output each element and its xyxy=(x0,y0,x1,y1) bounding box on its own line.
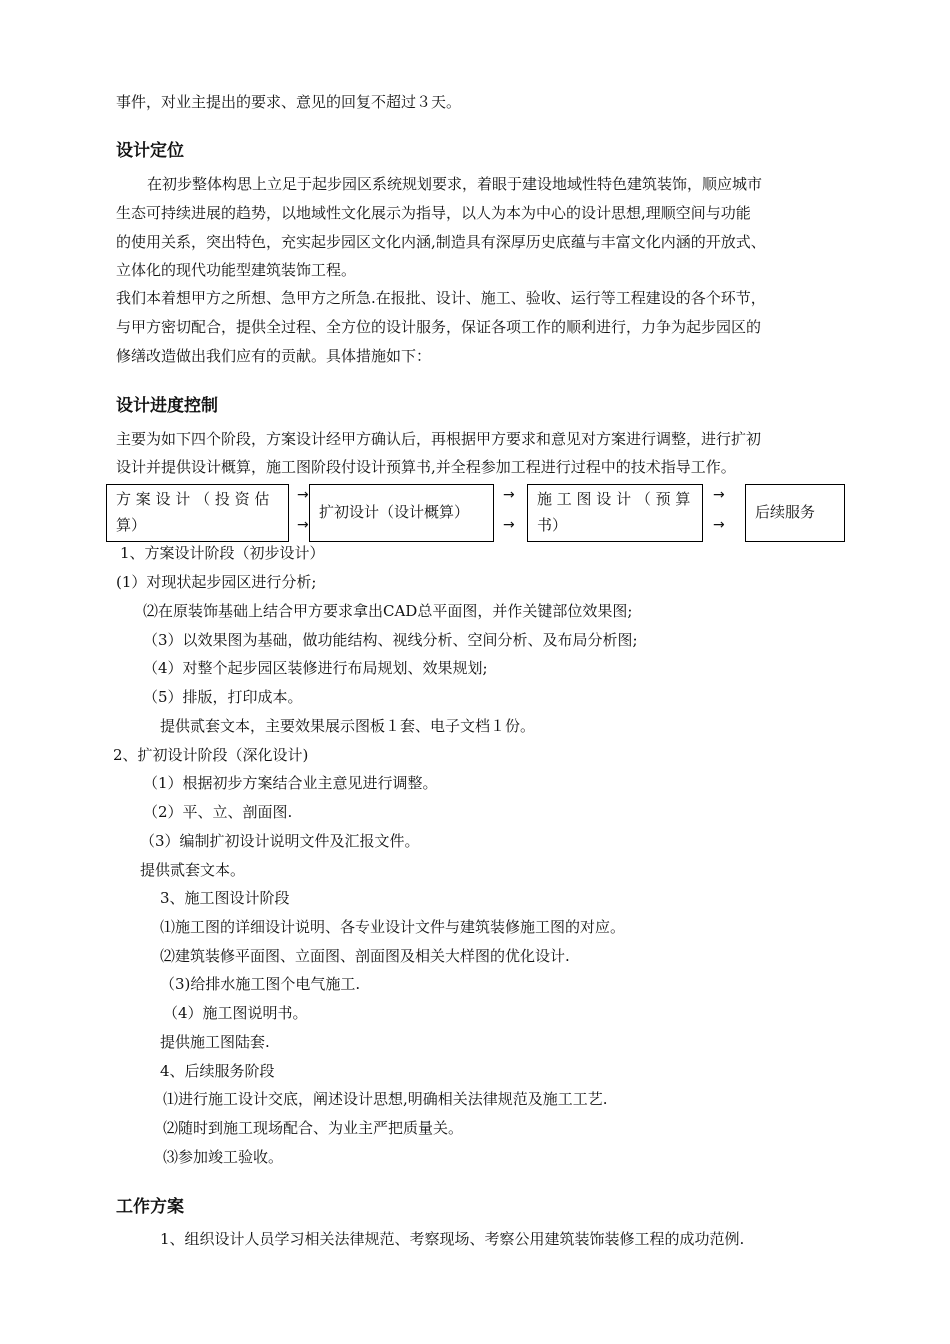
arrow-icon: → xyxy=(713,517,725,533)
stage-line: （1）根据初步方案结合业主意见进行调整。 xyxy=(143,774,438,792)
flow-box-preliminary-design xyxy=(309,484,494,542)
stage-line: （3）以效果图为基础，做功能结构、视线分析、空间分析、及布局分析图; xyxy=(143,631,638,649)
stage-line: （2）平、立、剖面图. xyxy=(143,803,293,821)
stage-line: （3）编制扩初设计说明文件及汇报文件。 xyxy=(140,832,420,850)
stage-line: （4）对整个起步园区装修进行布局规划、效果规划; xyxy=(143,659,488,677)
section-heading-design-positioning: 设计定位 xyxy=(116,141,184,161)
paragraph-line: 立体化的现代功能型建筑装饰工程。 xyxy=(116,261,357,279)
flow-box-text: 书） xyxy=(537,516,568,534)
paragraph-line: 与甲方密切配合，提供全过程、全方位的设计服务，保证各项工作的顺利进行，力争为起步园区的 xyxy=(116,318,762,336)
paragraph-line: 生态可持续进展的趋势，以地域性文化展示为指导，以人为本为中心的设计思想,理顺空间与功能 xyxy=(116,204,751,222)
top-line: 事件，对业主提出的要求、意见的回复不超过３天。 xyxy=(116,93,462,111)
paragraph-line: 的使用关系，突出特色，充实起步园区文化内涵,制造具有深厚历史底蕴与丰富文化内涵的开放式、 xyxy=(116,233,766,251)
flow-box-text: 施 工 图 设 计 （ 预 算 xyxy=(537,490,691,508)
flow-box-follow-up-service xyxy=(745,484,845,542)
flow-box-text: 方 案 设 计 （ 投 资 估 xyxy=(116,490,270,508)
stage-line: ⑵随时到施工现场配合、为业主严把质量关。 xyxy=(163,1119,464,1137)
section-heading-work-plan: 工作方案 xyxy=(116,1197,184,1217)
stage-line: （4）施工图说明书。 xyxy=(163,1004,308,1022)
arrow-icon: → xyxy=(297,517,309,533)
section-heading-schedule-control: 设计进度控制 xyxy=(116,396,218,416)
stage-line: 4、后续服务阶段 xyxy=(160,1062,275,1080)
arrow-icon: → xyxy=(503,487,515,503)
paragraph-line: 主要为如下四个阶段，方案设计经甲方确认后，再根据甲方要求和意见对方案进行调整，进行扩初 xyxy=(116,430,762,448)
stage-line: 提供贰套文本。 xyxy=(140,861,246,879)
stage-line: 提供贰套文本，主要效果展示图板１套、电子文档１份。 xyxy=(160,717,536,735)
stage-line: ⑶参加竣工验收。 xyxy=(163,1148,284,1166)
paragraph-line: 设计并提供设计概算，施工图阶段付设计预算书,并全程参加工程进行过程中的技术指导工作。 xyxy=(116,458,736,476)
stage-line: ⑴施工图的详细设计说明、各专业设计文件与建筑装修施工图的对应。 xyxy=(160,918,626,936)
paragraph-line: 在初步整体构思上立足于起步园区系统规划要求，着眼于建设地域性特色建筑装饰，顺应城市 xyxy=(147,175,763,193)
flow-box-construction-drawing xyxy=(527,484,703,542)
stage-line: ⑵在原装饰基础上结合甲方要求拿出CAD总平面图，并作关键部位效果图; xyxy=(143,602,633,620)
stage-line: 2、扩初设计阶段（深化设计) xyxy=(113,746,309,764)
stage-line: ⑵建筑装修平面图、立面图、剖面图及相关大样图的优化设计. xyxy=(160,947,570,965)
stage-line: 提供施工图陆套. xyxy=(160,1033,270,1051)
arrow-icon: → xyxy=(503,517,515,533)
stage-line: 3、施工图设计阶段 xyxy=(160,889,290,907)
paragraph-line: 我们本着想甲方之所想、急甲方之所急.在报批、设计、施工、验收、运行等工程建设的各个环节， xyxy=(116,289,766,307)
flow-box-text: 算） xyxy=(116,516,147,534)
paragraph-line: 1、组织设计人员学习相关法律规范、考察现场、考察公用建筑装饰装修工程的成功范例. xyxy=(160,1230,745,1248)
arrow-icon: → xyxy=(713,487,725,503)
stage-line: (1）对现状起步园区进行分析; xyxy=(116,573,317,591)
paragraph-line: 修缮改造做出我们应有的贡献。具体措施如下： xyxy=(116,347,432,365)
flow-box-text: 后续服务 xyxy=(755,503,816,521)
stage-line: （5）排版，打印成本。 xyxy=(143,688,303,706)
stage-line: ⑴进行施工设计交底，阐述设计思想,明确相关法律规范及施工工艺. xyxy=(163,1090,608,1108)
arrow-icon: → xyxy=(297,487,309,503)
flow-box-scheme-design xyxy=(106,484,289,542)
flow-box-text: 扩初设计（设计概算） xyxy=(319,503,470,521)
stage-line: （3)给排水施工图个电气施工. xyxy=(160,975,361,993)
stage-line: 1、方案设计阶段（初步设计） xyxy=(120,544,325,562)
